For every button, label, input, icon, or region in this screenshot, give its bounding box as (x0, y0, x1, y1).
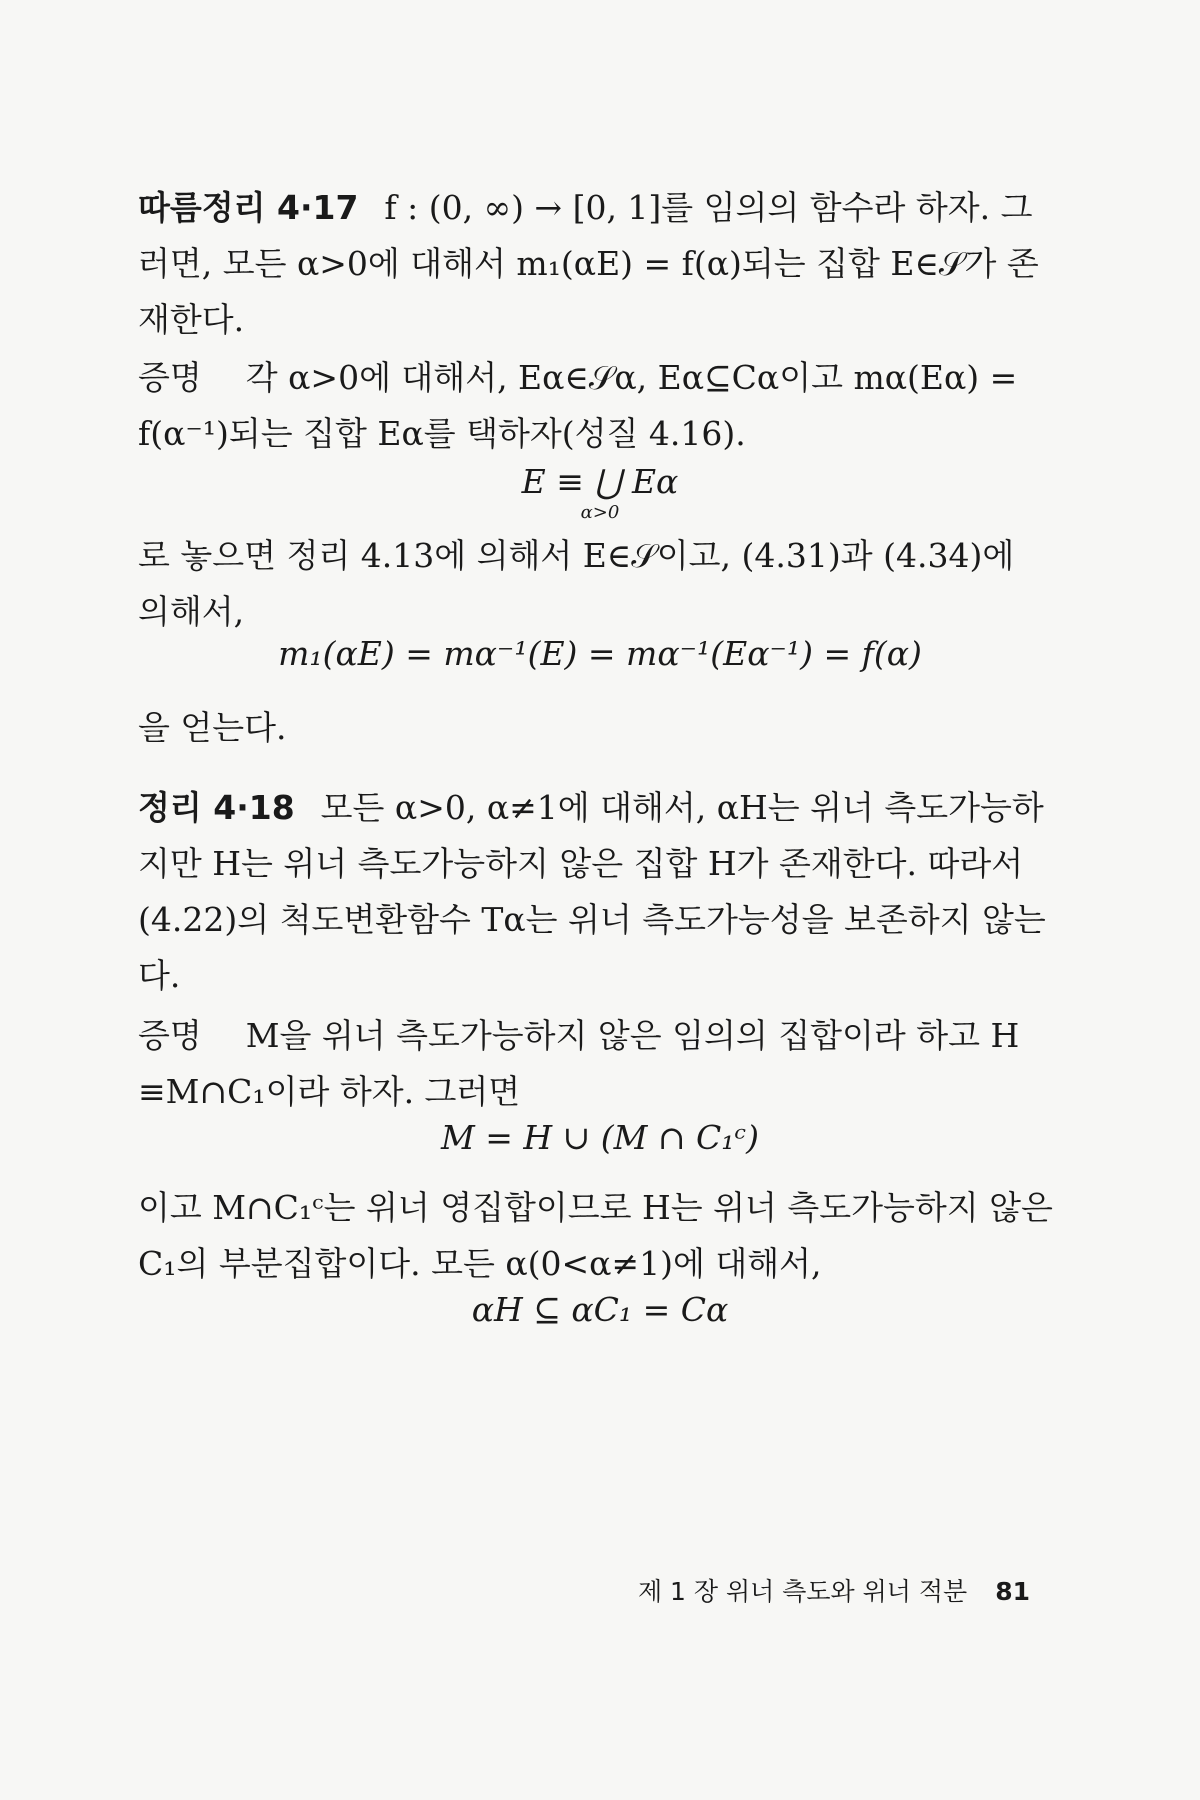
proof1-equation-subscript: α>0 (580, 502, 620, 523)
corollary-label: 따름정리 4·17 (138, 188, 359, 227)
corollary-line-3: 재한다. (138, 300, 245, 339)
proof2-equation: M = H ∪ (M ∩ C₁ᶜ) (440, 1118, 760, 1157)
theorem-line-3: (4.22)의 척도변환함수 Tα는 위너 측도가능성을 보존하지 않는 (138, 900, 1046, 939)
proof2-label: 증명 (138, 1016, 202, 1055)
page-footer (560, 1572, 1030, 1608)
proof1-block (138, 350, 1028, 462)
proof1-line-1: 증명 각 α>0에 대해서, Eα∈𝒮α, Eα⊆Cα이고 mα(Eα) = (138, 358, 1018, 397)
proof1-after-line-1: 로 놓으면 정리 4.13에 의해서 E∈𝒮이고, (4.31)과 (4.34)에 (138, 536, 1015, 575)
proof2-block (138, 1008, 1028, 1120)
chapter-title: 제 1 장 위너 측도와 위너 적분 (637, 1577, 968, 1606)
proof2-line-1: 증명 M을 위너 측도가능하지 않은 임의의 집합이라 하고 H (138, 1016, 1020, 1055)
theorem-line-2: 지만 H는 위너 측도가능하지 않은 집합 H가 존재한다. 따라서 (138, 844, 1024, 883)
proof2-line-2: ≡M∩C₁이라 하자. 그러면 (138, 1072, 521, 1111)
proof1-closing: 을 얻는다. (138, 708, 287, 747)
page-number: 81 (995, 1577, 1030, 1606)
corollary-line-2: 러면, 모든 α>0에 대해서 m₁(αE) = f(α)되는 집합 E∈𝒮가 존 (138, 244, 1039, 283)
proof1-label: 증명 (138, 358, 202, 397)
proof2-after-block (138, 1180, 1053, 1292)
theorem-line-4: 다. (138, 956, 181, 995)
proof2-equation-2: αH ⊆ αC₁ = Cα (471, 1290, 729, 1329)
proof1-equation: E ≡ ⋃ Eα (521, 462, 679, 501)
proof1-after-line-2: 의해서, (138, 592, 245, 631)
proof2-after-line-2: C₁의 부분집합이다. 모든 α(0<α≠1)에 대해서, (138, 1244, 822, 1283)
corollary-block (138, 180, 1039, 348)
corollary-line-1: 따름정리 4·17 f : (0, ∞) → [0, 1]를 임의의 함수라 하자. 그 (138, 188, 1033, 227)
proof1-equation-2: m₁(αE) = mα⁻¹(E) = mα⁻¹(Eα⁻¹) = f(α) (278, 634, 922, 673)
proof1-after-block (138, 528, 1028, 640)
proof2-after-line-1: 이고 M∩C₁ᶜ는 위너 영집합이므로 H는 위너 측도가능하지 않은 (138, 1188, 1053, 1227)
theorem-line-1: 정리 4·18 모든 α>0, α≠1에 대해서, αH는 위너 측도가능하 (138, 788, 1044, 827)
theorem-label: 정리 4·18 (138, 788, 295, 827)
proof1-line-2: f(α⁻¹)되는 집합 Eα를 택하자(성질 4.16). (138, 414, 746, 453)
theorem-block (138, 780, 1046, 1004)
